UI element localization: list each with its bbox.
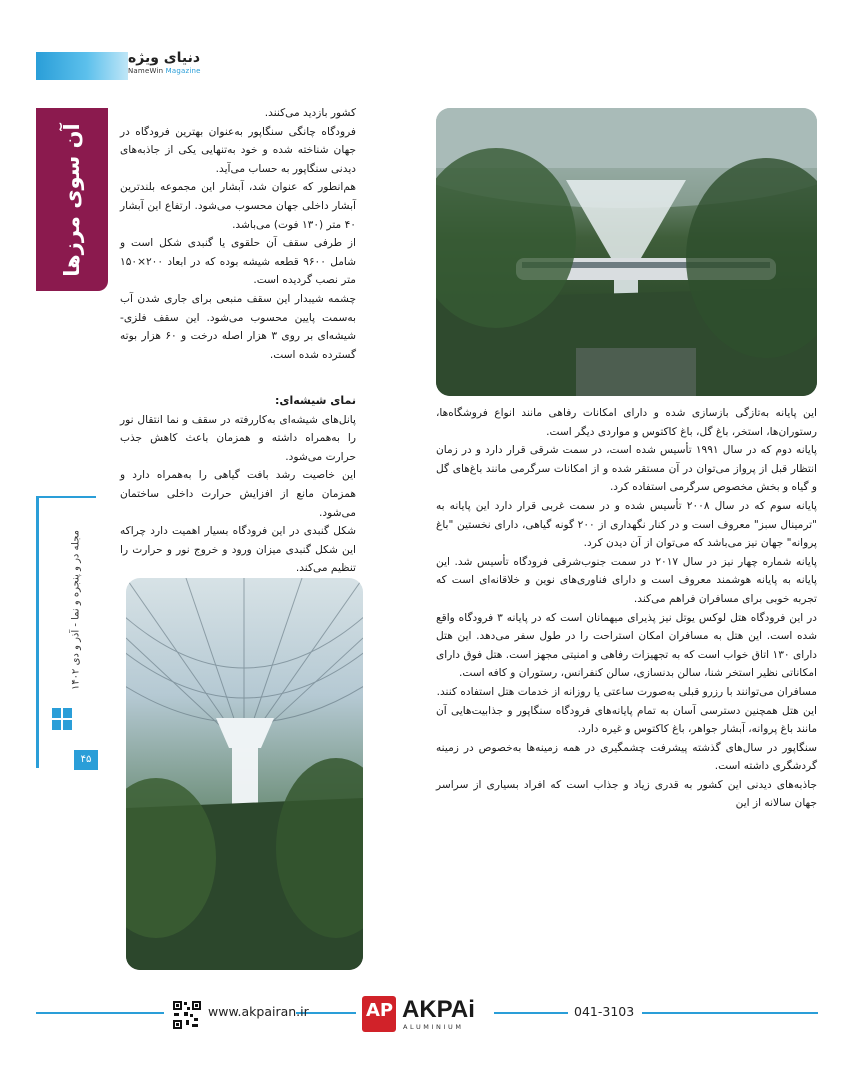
section-title: آن سوی مرزها xyxy=(60,122,84,277)
logo-persian-text: دنیای ویژه xyxy=(128,50,201,66)
qr-code-icon[interactable] xyxy=(172,1000,202,1030)
photo-jewel-waterfall-dome xyxy=(126,578,363,970)
logo-en-a: NameWin xyxy=(128,67,164,75)
footer-line-right-b xyxy=(642,1012,818,1014)
footer-line-right-a xyxy=(494,1012,568,1014)
page-number: ۴۵ xyxy=(74,750,98,770)
photo-jewel-waterfall-wide xyxy=(436,108,817,396)
magazine-logo xyxy=(128,50,238,84)
magazine-issue-line xyxy=(66,529,86,691)
paragraph: چشمه شیبدار این سقف منبعی برای جاری شدن آب به‌سمت پایین محسوب می‌شود. این سقف فلزی-شیشه‌ای بر روی ۳ هزار اصله درخت و ۶۰ هزار بوته گسترده شده است. xyxy=(120,292,356,361)
paragraph: این خاصیت رشد بافت گیاهی را به‌همراه دارد و همزمان مانع از افزایش حرارت داخلی ساختمان می‌شود. xyxy=(120,469,356,519)
paragraph: این هتل همچنین دسترسی آسان به تمام پایانه‌های فرودگاه سنگاپور و جذابیت‌هایی آن مانند باغ پروانه، آبشار جواهر، باغ کاکتوس و غیره دارد. xyxy=(436,704,817,736)
logo-en-b: Magazine xyxy=(165,67,201,75)
paragraph: پایانه سوم که در سال ۲۰۰۸ تأسیس شده و در سمت غربی قرار دارد این پایانه به "ترمینال سبز" معروف است و در کنار نگهداری از ۲۰۰ گونه گیاهی، دارای نخستین "باغ پروانه" جهان نیز می‌باشد که می‌توان از آن دیدن کرد. xyxy=(436,499,817,550)
paragraph: کشور بازدید می‌کنند. xyxy=(264,107,356,119)
paragraph: هم‌انطور که عنوان شد، آبشار این مجموعه بلندترین آبشار داخلی جهان محسوب می‌شود. ارتفاع این آبشار ۴۰ متر (۱۳۰ فوت) می‌باشد. xyxy=(120,181,356,231)
paragraph: این پایانه به‌تازگی بازسازی شده و دارای امکانات رفاهی مانند انواع فروشگاه‌ها، رستوران‌ها، استخر، باغ گل، باغ کاکتوس و مواردی دیگر است. xyxy=(436,407,817,438)
header-color-bar xyxy=(36,52,128,80)
paragraph: پانل‌های شیشه‌ای به‌کاررفته در سقف و نما انتقال نور را به‌همراه داشته و همزمان باعث کاهش جذب حرارت می‌شود. xyxy=(120,413,356,463)
magazine-issue-text: مجله در و پنجره و نما - آذر و دی ۱۴۰۲ xyxy=(70,529,82,691)
section-tab xyxy=(36,108,108,291)
paragraph: پایانه دوم که در سال ۱۹۹۱ تأسیس شده است، در سمت شرقی قرار دارد و در زمان انتظار قبل از پرواز می‌توان در آن مستقر شده و از امکانات سرگرمی مانند باغ‌های گل و گیاه و بخش مخصوص سرگرمی استفاده کرد. xyxy=(436,444,817,494)
logo-english-text xyxy=(128,66,238,76)
footer-line-left xyxy=(36,1012,164,1014)
paragraph: شکل گنبدی در این فرودگاه بسیار اهمیت دارد چراکه این شکل گنبدی میزان ورود و خروج نور و حرارت را تنظیم می‌کند. xyxy=(120,525,356,575)
right-column xyxy=(436,404,817,813)
waterfall-illustration-2 xyxy=(126,578,363,970)
paragraph: مسافران می‌توانند با رزرو قبلی به‌صورت ساعتی یا روزانه از خدمات هتل استفاده کنند. xyxy=(436,685,817,698)
paragraph: از طرفی سقف آن حلقوی یا گنبدی شکل است و شامل ۹۶۰۰ قطعه شیشه بوده که در ابعاد ۲۰۰×۱۵۰ متر نصب گردیده است. xyxy=(120,237,356,287)
left-column-bottom xyxy=(120,384,356,578)
paragraph: در این فرودگاه هتل لوکس یوتل نیز پذیرای میهمانان است که در پایانه ۳ فرودگاه واقع شده است. این هتل به مسافران امکان استراحت را در طول سفر می‌دهد. این هتل دارای ۱۳۰ اتاق خواب است که به تجهیزات رفاهی و امنیتی مجهز است. هتل فوق دارای امکاناتی نظیر استخر شنا، سالن بدنسازی، سالن کنفرانس، رستوران و کافه است. xyxy=(436,611,817,680)
side-divider-vertical xyxy=(36,496,39,768)
akpai-brand-logo xyxy=(362,996,484,1036)
side-divider-horizontal xyxy=(36,496,96,498)
akpai-mark-icon xyxy=(362,996,396,1032)
left-column-top xyxy=(120,104,356,364)
paragraph: فرودگاه چانگی سنگاپور به‌عنوان بهترین فرودگاه در جهان شناخته شده و خود به‌تنهایی یکی از جاذبه‌های دیدنی سنگاپور به حساب می‌آید. xyxy=(120,125,356,175)
akpai-mark-text: AP xyxy=(366,1000,394,1021)
waterfall-illustration-1 xyxy=(436,108,817,396)
paragraph: سنگاپور در سال‌های گذشته پیشرفت چشمگیری در همه زمینه‌ها به‌خصوص در زمینه گردشگری داشته است. xyxy=(436,741,817,773)
brand-subtitle: ALUMINIUM xyxy=(403,1023,464,1031)
glass-facade-heading: نمای شیشه‌ای: xyxy=(275,394,356,407)
paragraph: پایانه شماره چهار نیز در سال ۲۰۱۷ در سمت جنوب‌شرقی فرودگاه تأسیس شد. این پایانه به پایانه هوشمند معروف است و دارای فناوری‌های نوین و خلاقانه‌ای است که تجربه خوبی برای مسافران فراهم می‌کند. xyxy=(436,555,817,605)
phone-number: 041-3103 xyxy=(574,1004,635,1019)
paragraph: جاذبه‌های دیدنی این کشور به قدری زیاد و جذاب است که افراد بسیاری از سراسر جهان سالانه از این xyxy=(436,778,817,810)
brand-name: AKPAi xyxy=(402,996,475,1023)
window-logo-icon xyxy=(52,708,72,730)
website-link[interactable]: www.akpairan.ir xyxy=(208,1004,309,1019)
